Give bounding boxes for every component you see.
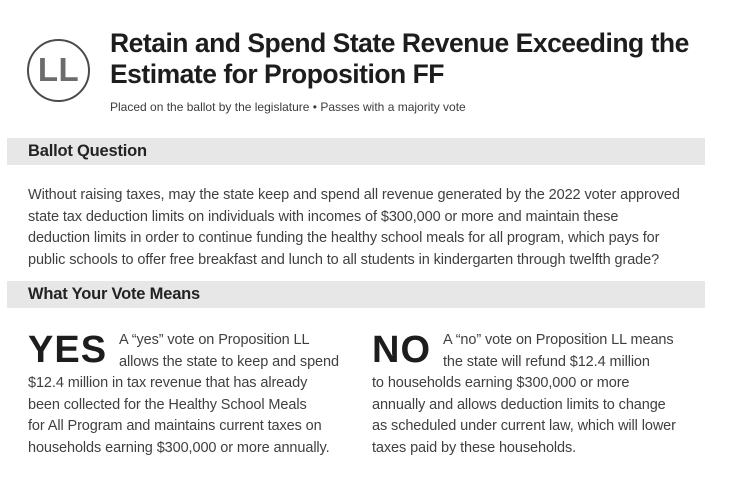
text-line: taxes paid by these households. [372,439,577,456]
text-line: households earning $300,000 or more annually. [28,439,330,456]
no-vote-word: NO [372,329,431,371]
page-header [110,0,732,115]
text-line: Without raising taxes, may the state keep and spend all revenue generated by the 2022 voter approved [28,187,680,203]
ballot-question-text [28,185,704,271]
vote-columns [28,330,704,459]
text-line: the state will refund $12.4 million [443,353,650,370]
measure-letter: LL [37,51,80,88]
measure-badge-circle [27,39,90,102]
text-line: annually and allows deduction limits to change [372,396,666,413]
text-line: A “yes” vote on Proposition LL [119,332,310,348]
page-subtitle: Placed on the ballot by the legislature • Passes with a majority vote [110,100,466,114]
text-line: for All Program and maintains current taxes on [28,418,322,434]
text-line: deduction limits in order to continue funding the healthy school meals for all program, which pays for [28,230,660,246]
text-line: allows the state to keep and spend [119,353,339,370]
ballot-question-heading: Ballot Question [28,142,147,160]
text-line: A “no” vote on Proposition LL means [443,332,674,348]
vote-means-section-bar [7,281,705,308]
text-line: been collected for the Healthy School Meals [28,396,307,413]
yes-vote-word: YES [28,329,108,371]
text-line: as scheduled under current law, which will lower [372,418,676,434]
yes-column [28,330,372,459]
vote-means-heading: What Your Vote Means [28,285,201,303]
text-line: state tax deduction limits on individuals with incomes of $300,000 or more and maintain these [28,208,619,225]
ballot-question-section-bar [7,138,705,165]
text-line: $12.4 million in tax revenue that has already [28,375,308,391]
text-line: public schools to offer free breakfast and lunch to all students in kindergarten through twelfth grade? [28,251,660,268]
no-column [372,330,704,459]
page-title: Retain and Spend State Revenue Exceeding the Estimate for Proposition FF [110,28,689,89]
text-line: to households earning $300,000 or more [372,375,630,391]
